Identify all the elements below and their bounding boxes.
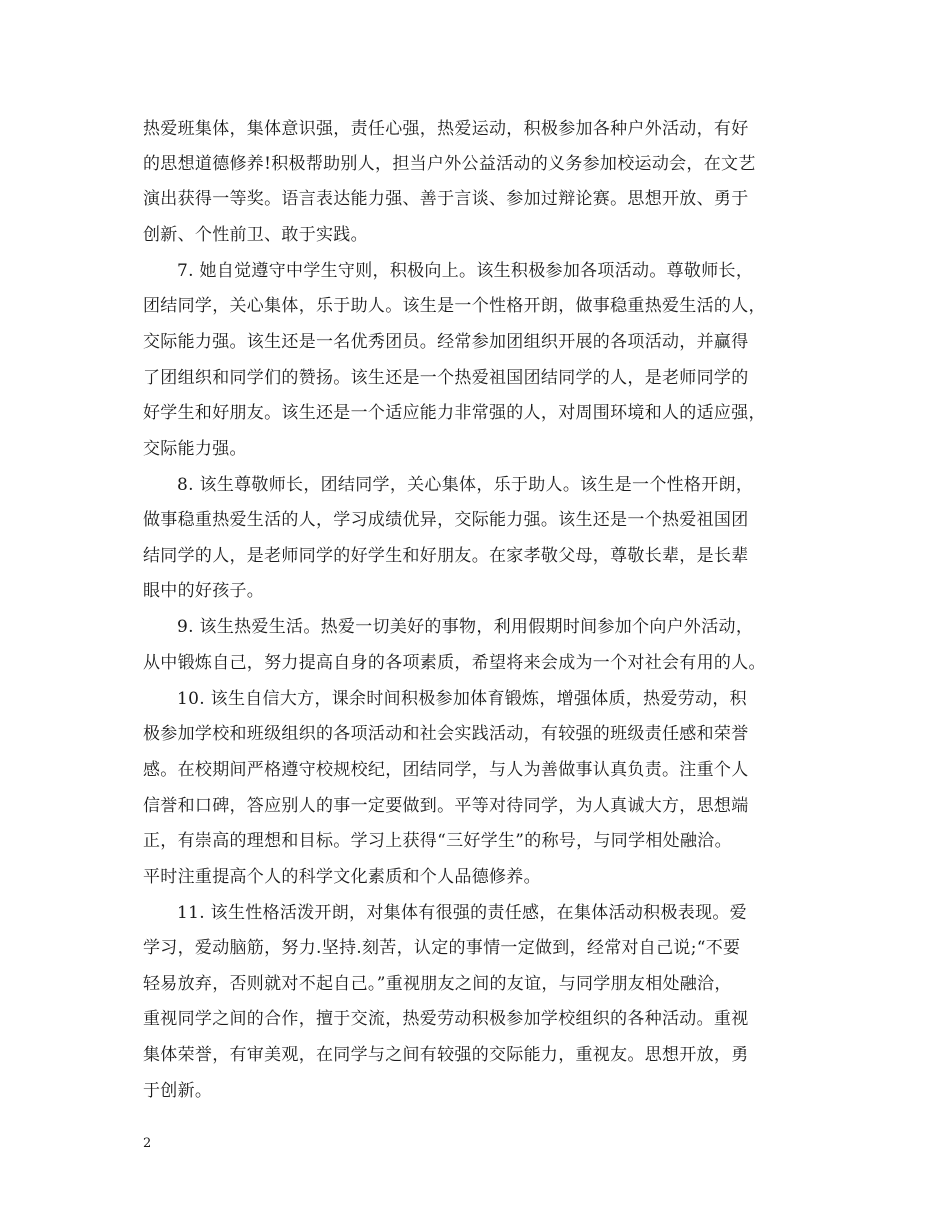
text-line: 团结同学，关心集体，乐于助人。该生是一个性格开朗，做事稳重热爱生活的人， <box>143 296 766 316</box>
text-line: 的思想道德修养!积极帮助别人，担当户外公益活动的义务参加校运动会，在文艺 <box>143 154 756 174</box>
text-line: 平时注重提高个人的科学文化素质和个人品德修养。 <box>143 867 541 887</box>
text-line: 了团组织和同学们的赞扬。该生还是一个热爱祖国团结同学的人，是老师同学的 <box>143 368 749 388</box>
paragraph-start-8: 8. 该生尊敬师长，团结同学，关心集体，乐于助人。该生是一个性格开朗， <box>177 475 754 495</box>
text-line: 眼中的好孩子。 <box>143 581 265 601</box>
text-line: 演出获得一等奖。语言表达能力强、善于言谈、参加过辩论赛。思想开放、勇于 <box>143 189 749 209</box>
text-line: 正，有崇高的理想和目标。学习上获得“三好学生”的称号，与同学相处融洽。 <box>143 831 732 851</box>
text-line: 交际能力强。该生还是一名优秀团员。经常参加团组织开展的各项活动，并赢得 <box>143 332 749 352</box>
text-line: 集体荣誉，有审美观，在同学与之间有较强的交际能力，重视友。思想开放，勇 <box>143 1045 749 1065</box>
paragraph-start-10: 10. 该生自信大方，课余时间积极参加体育锻炼，增强体质，热爱劳动，积 <box>177 689 747 709</box>
text-line: 从中锻炼自己，努力提高自身的各项素质，希望将来会成为一个对社会有用的人。 <box>143 653 766 673</box>
text-line: 交际能力强。 <box>143 439 247 459</box>
text-line: 结同学的人，是老师同学的好学生和好朋友。在家孝敬父母，尊敬长辈，是长辈 <box>143 546 749 566</box>
text-line: 极参加学校和班级组织的各项活动和社会实践活动，有较强的班级责任感和荣誉 <box>143 724 749 744</box>
text-line: 重视同学之间的合作，擅于交流，热爱劳动积极参加学校组织的各种活动。重视 <box>143 1009 749 1029</box>
text-line: 创新、个性前卫、敢于实践。 <box>143 225 368 245</box>
paragraph-start-11: 11. 该生性格活泼开朗，对集体有很强的责任感，在集体活动积极表现。爱 <box>177 903 747 923</box>
text-line: 热爱班集体，集体意识强，责任心强，热爱运动，积极参加各种户外活动，有好 <box>143 119 749 139</box>
text-line: 好学生和好朋友。该生还是一个适应能力非常强的人，对周围环境和人的适应强， <box>143 403 766 423</box>
paragraph-start-9: 9. 该生热爱生活。热爱一切美好的事物，利用假期时间参加个向户外活动， <box>177 617 754 637</box>
text-line: 学习，爱动脑筋，努力.坚持.刻苦，认定的事情一定做到，经常对自己说;“不要 <box>143 938 741 958</box>
page-number: 2 <box>143 1136 152 1151</box>
text-line: 做事稳重热爱生活的人，学习成绩优异，交际能力强。该生还是一个热爱祖国团 <box>143 510 749 530</box>
text-line: 于创新。 <box>143 1081 213 1101</box>
text-line: 轻易放弃，否则就对不起自己。”重视朋友之间的友谊，与同学朋友相处融洽， <box>143 974 732 994</box>
text-line: 信誉和口碑，答应别人的事一定要做到。平等对待同学，为人真诚大方，思想端 <box>143 796 749 816</box>
paragraph-start-7: 7. 她自觉遵守中学生守则，积极向上。该生积极参加各项活动。尊敬师长， <box>177 261 754 281</box>
text-line: 感。在校期间严格遵守校规校纪，团结同学，与人为善做事认真负责。注重个人 <box>143 760 749 780</box>
